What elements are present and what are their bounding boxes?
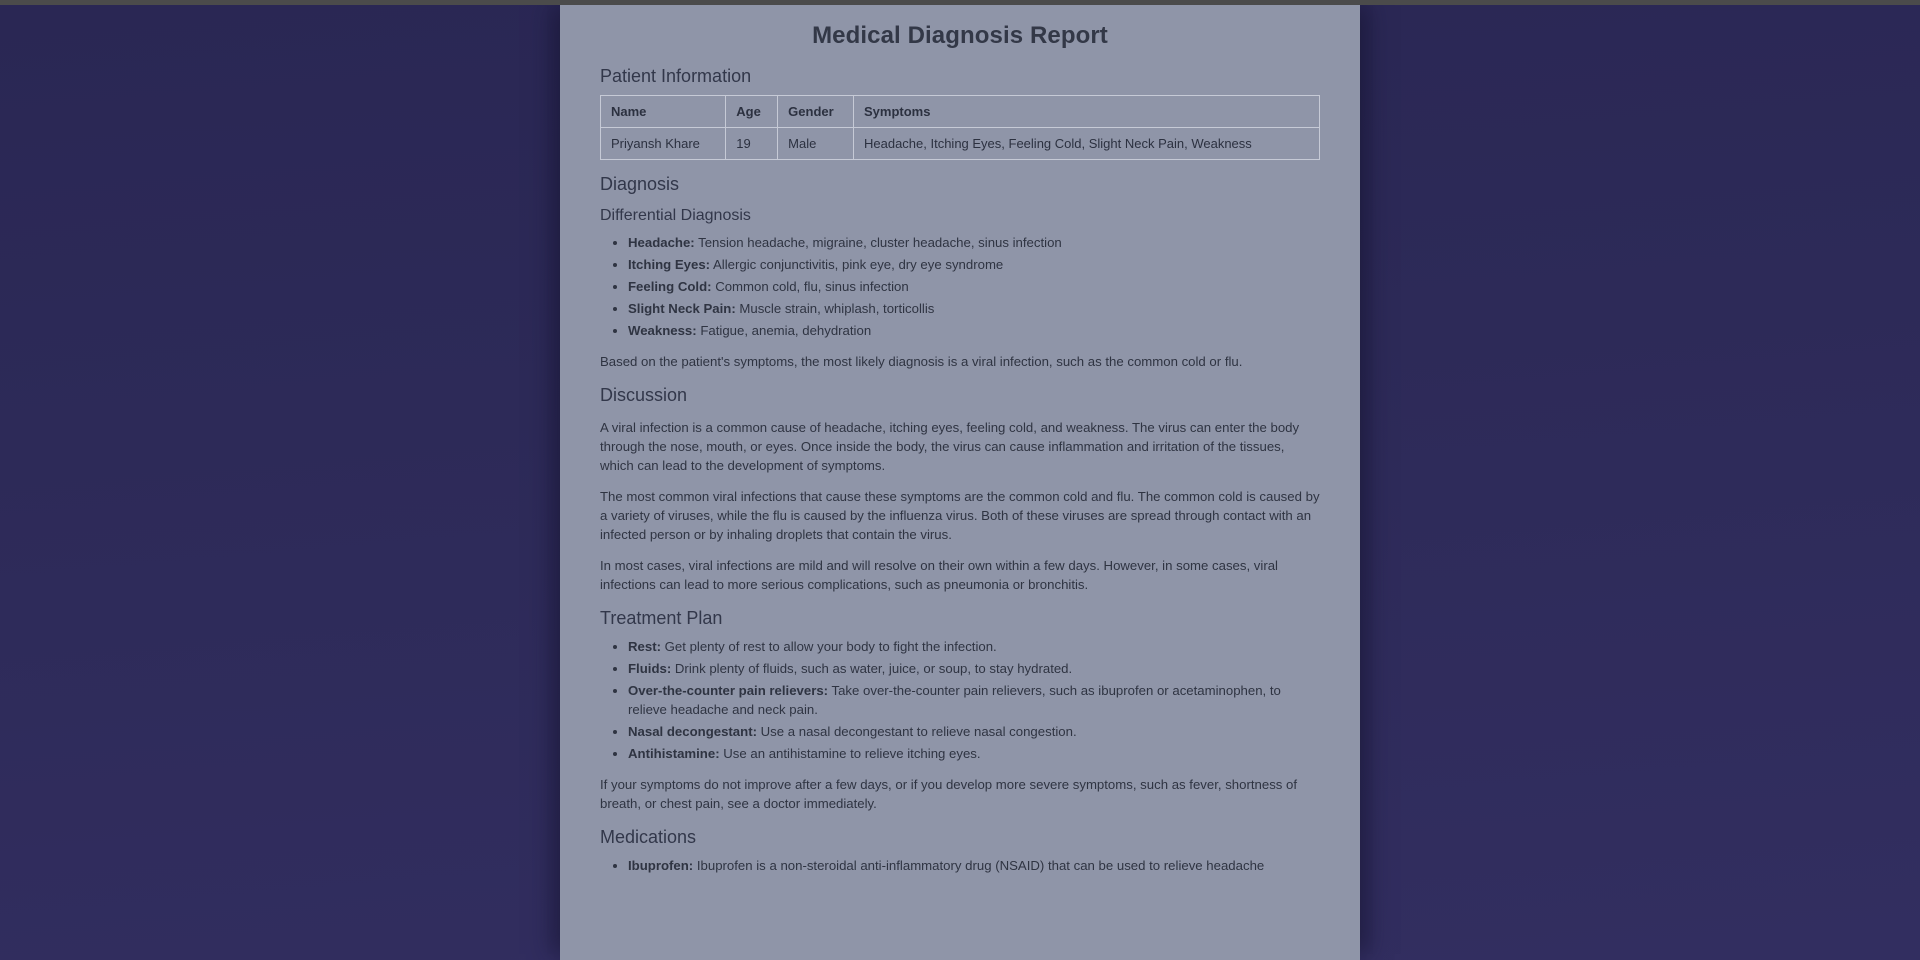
list-item: [628, 255, 1320, 274]
list-item-detail: Ibuprofen is a non-steroidal anti-inflammatory drug (NSAID) that can be used to relieve headache: [693, 858, 1265, 873]
list-item-term: Slight Neck Pain:: [628, 301, 736, 316]
section-heading-treatment-plan: Treatment Plan: [600, 608, 723, 628]
document-page: [560, 0, 1360, 960]
section-heading-medications: Medications: [600, 827, 697, 847]
list-item: [628, 299, 1320, 318]
list-item: [628, 659, 1320, 678]
list-item-detail: Tension headache, migraine, cluster headache, sinus infection: [694, 235, 1062, 250]
list-item: [628, 233, 1320, 252]
list-item: [628, 681, 1320, 719]
discussion-paragraph: A viral infection is a common cause of headache, itching eyes, feeling cold, and weakness. The virus can enter the body through the nose, mouth, or eyes. Once inside the body, the virus can cause inflammation and irritation of the tissues, which can lead to the development of symptoms.: [600, 420, 1300, 473]
list-item: [628, 277, 1320, 296]
medications-list: [600, 856, 1320, 875]
list-item-term: Ibuprofen:: [628, 858, 694, 873]
table-row: [601, 128, 1320, 160]
section-heading-patient-information: Patient Information: [600, 66, 752, 86]
section-heading-discussion: Discussion: [600, 385, 688, 405]
list-item-term: Itching Eyes:: [628, 257, 711, 272]
list-item: [628, 856, 1320, 875]
discussion-paragraph: In most cases, viral infections are mild and will resolve on their own within a few days. However, in some cases, viral infections can lead to more serious complications, such as pneumonia or bronchitis.: [600, 558, 1278, 592]
cell-symptoms: Headache, Itching Eyes, Feeling Cold, Slight Neck Pain, Weakness: [853, 128, 1319, 160]
list-item-term: Over-the-counter pain relievers:: [628, 683, 829, 698]
differential-diagnosis-list: [600, 233, 1320, 340]
list-item-detail: Allergic conjunctivitis, pink eye, dry eye syndrome: [710, 257, 1004, 272]
list-item: [628, 744, 1320, 763]
list-item-detail: Fatigue, anemia, dehydration: [696, 323, 872, 338]
list-item-term: Nasal decongestant:: [628, 724, 757, 739]
list-item: [628, 637, 1320, 656]
list-item-detail: Get plenty of rest to allow your body to fight the infection.: [660, 639, 997, 654]
list-item-term: Fluids:: [628, 661, 672, 676]
column-header-age: Age: [726, 96, 778, 128]
page-title: Medical Diagnosis Report: [812, 22, 1108, 49]
cell-gender: Male: [778, 128, 854, 160]
cell-age: 19: [726, 128, 778, 160]
list-item-detail: Drink plenty of fluids, such as water, juice, or soup, to stay hydrated.: [671, 661, 1073, 676]
list-item-term: Feeling Cold:: [628, 279, 712, 294]
list-item-detail: Common cold, flu, sinus infection: [711, 279, 909, 294]
diagnosis-conclusion-text: Based on the patient's symptoms, the most likely diagnosis is a viral infection, such as the common cold or flu.: [600, 354, 1243, 369]
list-item-term: Antihistamine:: [628, 746, 720, 761]
treatment-plan-list: [600, 637, 1320, 763]
list-item: [628, 321, 1320, 340]
discussion-paragraph: The most common viral infections that cause these symptoms are the common cold and flu. The common cold is caused by a variety of viruses, while the flu is caused by the influenza virus. Both of these viruses are spread through contact with an infected person or by inhaling droplets that contain the virus.: [600, 489, 1320, 542]
document-content: [560, 0, 1360, 875]
subsection-heading-differential-diagnosis: Differential Diagnosis: [600, 207, 751, 224]
window-top-bar: [0, 0, 1920, 5]
section-heading-diagnosis: Diagnosis: [600, 174, 680, 194]
column-header-gender: Gender: [778, 96, 854, 128]
list-item-detail: Take over-the-counter pain relievers, such as ibuprofen or acetaminophen, to relieve headache and neck pain.: [628, 683, 1281, 717]
list-item-term: Rest:: [628, 639, 661, 654]
column-header-name: Name: [601, 96, 726, 128]
cell-name: Priyansh Khare: [601, 128, 726, 160]
column-header-symptoms: Symptoms: [853, 96, 1319, 128]
list-item-term: Headache:: [628, 235, 695, 250]
list-item: [628, 722, 1320, 741]
patient-information-table: [600, 95, 1320, 160]
table-header-row: [601, 96, 1320, 128]
list-item-detail: Muscle strain, whiplash, torticollis: [735, 301, 935, 316]
treatment-warning-text: If your symptoms do not improve after a few days, or if you develop more severe symptoms, such as fever, shortness of breath, or chest pain, see a doctor immediately.: [600, 777, 1298, 811]
list-item-detail: Use an antihistamine to relieve itching eyes.: [719, 746, 981, 761]
list-item-term: Weakness:: [628, 323, 697, 338]
list-item-detail: Use a nasal decongestant to relieve nasal congestion.: [756, 724, 1077, 739]
